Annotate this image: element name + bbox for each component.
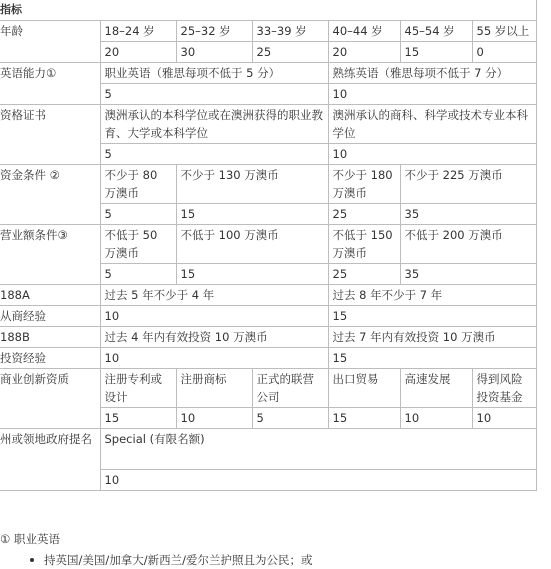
state-row bbox=[0, 429, 536, 470]
score-cell: 5 bbox=[252, 408, 328, 429]
score-cell: 15 bbox=[328, 348, 536, 369]
english-label: 英语能力① bbox=[0, 63, 100, 105]
score-cell: 10 bbox=[100, 470, 536, 491]
age-group-cell: 55 岁以上 bbox=[472, 21, 536, 42]
score-cell: 5 bbox=[100, 144, 328, 165]
b188a-row bbox=[0, 285, 536, 306]
b188a-label-code: 188A bbox=[0, 285, 100, 306]
assets-option: 不少于 80 万澳币 bbox=[100, 165, 176, 204]
turnover-option: 不低于 100 万澳币 bbox=[176, 225, 328, 264]
score-cell: 10 bbox=[328, 84, 536, 105]
score-cell: 15 bbox=[100, 408, 176, 429]
score-cell: 5 bbox=[100, 84, 328, 105]
turnover-option: 不低于 200 万澳币 bbox=[400, 225, 536, 264]
score-cell: 10 bbox=[100, 306, 328, 327]
score-cell: 15 bbox=[328, 408, 400, 429]
score-cell: 10 bbox=[176, 408, 252, 429]
age-row bbox=[0, 21, 536, 42]
score-cell: 0 bbox=[472, 42, 536, 63]
innovation-label: 商业创新资质 bbox=[0, 369, 100, 429]
age-label: 年龄 bbox=[0, 21, 100, 63]
score-cell: 35 bbox=[400, 264, 536, 285]
header-label: 指标 bbox=[0, 0, 536, 21]
state-option: Special (有限名额) bbox=[100, 429, 536, 470]
innovation-option: 正式的联营公司 bbox=[252, 369, 328, 408]
b188b-option: 过去 4 年内有效投资 10 万澳币 bbox=[100, 327, 328, 348]
age-group-cell: 45–54 岁 bbox=[400, 21, 472, 42]
score-cell: 25 bbox=[328, 204, 400, 225]
age-group-cell: 33–39 岁 bbox=[252, 21, 328, 42]
state-label: 州或领地政府提名 bbox=[0, 429, 100, 491]
qualification-label: 资格证书 bbox=[0, 105, 100, 165]
innovation-option: 注册专利或设计 bbox=[100, 369, 176, 408]
score-cell: 25 bbox=[328, 264, 400, 285]
bullet-dot-icon bbox=[30, 558, 34, 562]
assets-option: 不少于 180 万澳币 bbox=[328, 165, 400, 204]
score-cell: 20 bbox=[328, 42, 400, 63]
age-group-cell: 40–44 岁 bbox=[328, 21, 400, 42]
header-row bbox=[0, 0, 536, 21]
assets-row bbox=[0, 165, 536, 204]
turnover-option: 不低于 150 万澳币 bbox=[328, 225, 400, 264]
score-cell: 15 bbox=[176, 204, 328, 225]
age-group-cell: 18–24 岁 bbox=[100, 21, 176, 42]
age-group-cell: 25–32 岁 bbox=[176, 21, 252, 42]
score-cell: 20 bbox=[100, 42, 176, 63]
score-cell: 25 bbox=[252, 42, 328, 63]
score-cell: 5 bbox=[100, 204, 176, 225]
english-row bbox=[0, 63, 536, 84]
score-cell: 35 bbox=[400, 204, 536, 225]
qualification-option: 澳洲承认的商科、科学或技术专业本科学位 bbox=[328, 105, 536, 144]
score-cell: 30 bbox=[176, 42, 252, 63]
b188b-row bbox=[0, 327, 536, 348]
b188a-option: 过去 8 年不少于 7 年 bbox=[328, 285, 536, 306]
english-option: 职业英语（雅思每项不低于 5 分） bbox=[100, 63, 328, 84]
bullet-item bbox=[30, 552, 313, 568]
turnover-row bbox=[0, 225, 536, 264]
b188b-label-text: 投资经验 bbox=[0, 348, 100, 369]
footnote-english: ① 职业英语 bbox=[0, 532, 60, 546]
b188b-option: 过去 7 年内有效投资 10 万澳币 bbox=[328, 327, 536, 348]
score-cell: 10 bbox=[328, 144, 536, 165]
b188a-score-row bbox=[0, 306, 536, 327]
b188a-option: 过去 5 年不少于 4 年 bbox=[100, 285, 328, 306]
innovation-option: 高速发展 bbox=[400, 369, 472, 408]
bullet-text: 持英国/美国/加拿大/新西兰/爱尔兰护照且为公民；或 bbox=[44, 553, 313, 567]
score-cell: 5 bbox=[100, 264, 176, 285]
score-cell: 15 bbox=[176, 264, 328, 285]
b188b-label-code: 188B bbox=[0, 327, 100, 348]
english-option: 熟练英语（雅思每项不低于 7 分） bbox=[328, 63, 536, 84]
innovation-option: 得到风险投资基金 bbox=[472, 369, 536, 408]
score-cell: 10 bbox=[400, 408, 472, 429]
score-cell: 10 bbox=[472, 408, 536, 429]
score-cell: 15 bbox=[400, 42, 472, 63]
innovation-option: 注册商标 bbox=[176, 369, 252, 408]
assets-label: 资金条件 ② bbox=[0, 165, 100, 225]
qualification-row bbox=[0, 105, 536, 144]
innovation-row bbox=[0, 369, 536, 408]
score-cell: 15 bbox=[328, 306, 536, 327]
turnover-label: 营业额条件③ bbox=[0, 225, 100, 285]
score-cell: 10 bbox=[100, 348, 328, 369]
assets-option: 不少于 225 万澳币 bbox=[400, 165, 536, 204]
b188a-label-text: 从商经验 bbox=[0, 306, 100, 327]
turnover-option: 不低于 50 万澳币 bbox=[100, 225, 176, 264]
innovation-option: 出口贸易 bbox=[328, 369, 400, 408]
qualification-option: 澳洲承认的本科学位或在澳洲获得的职业教育、大学或本科学位 bbox=[100, 105, 328, 144]
b188b-score-row bbox=[0, 348, 536, 369]
assets-option: 不少于 130 万澳币 bbox=[176, 165, 328, 204]
